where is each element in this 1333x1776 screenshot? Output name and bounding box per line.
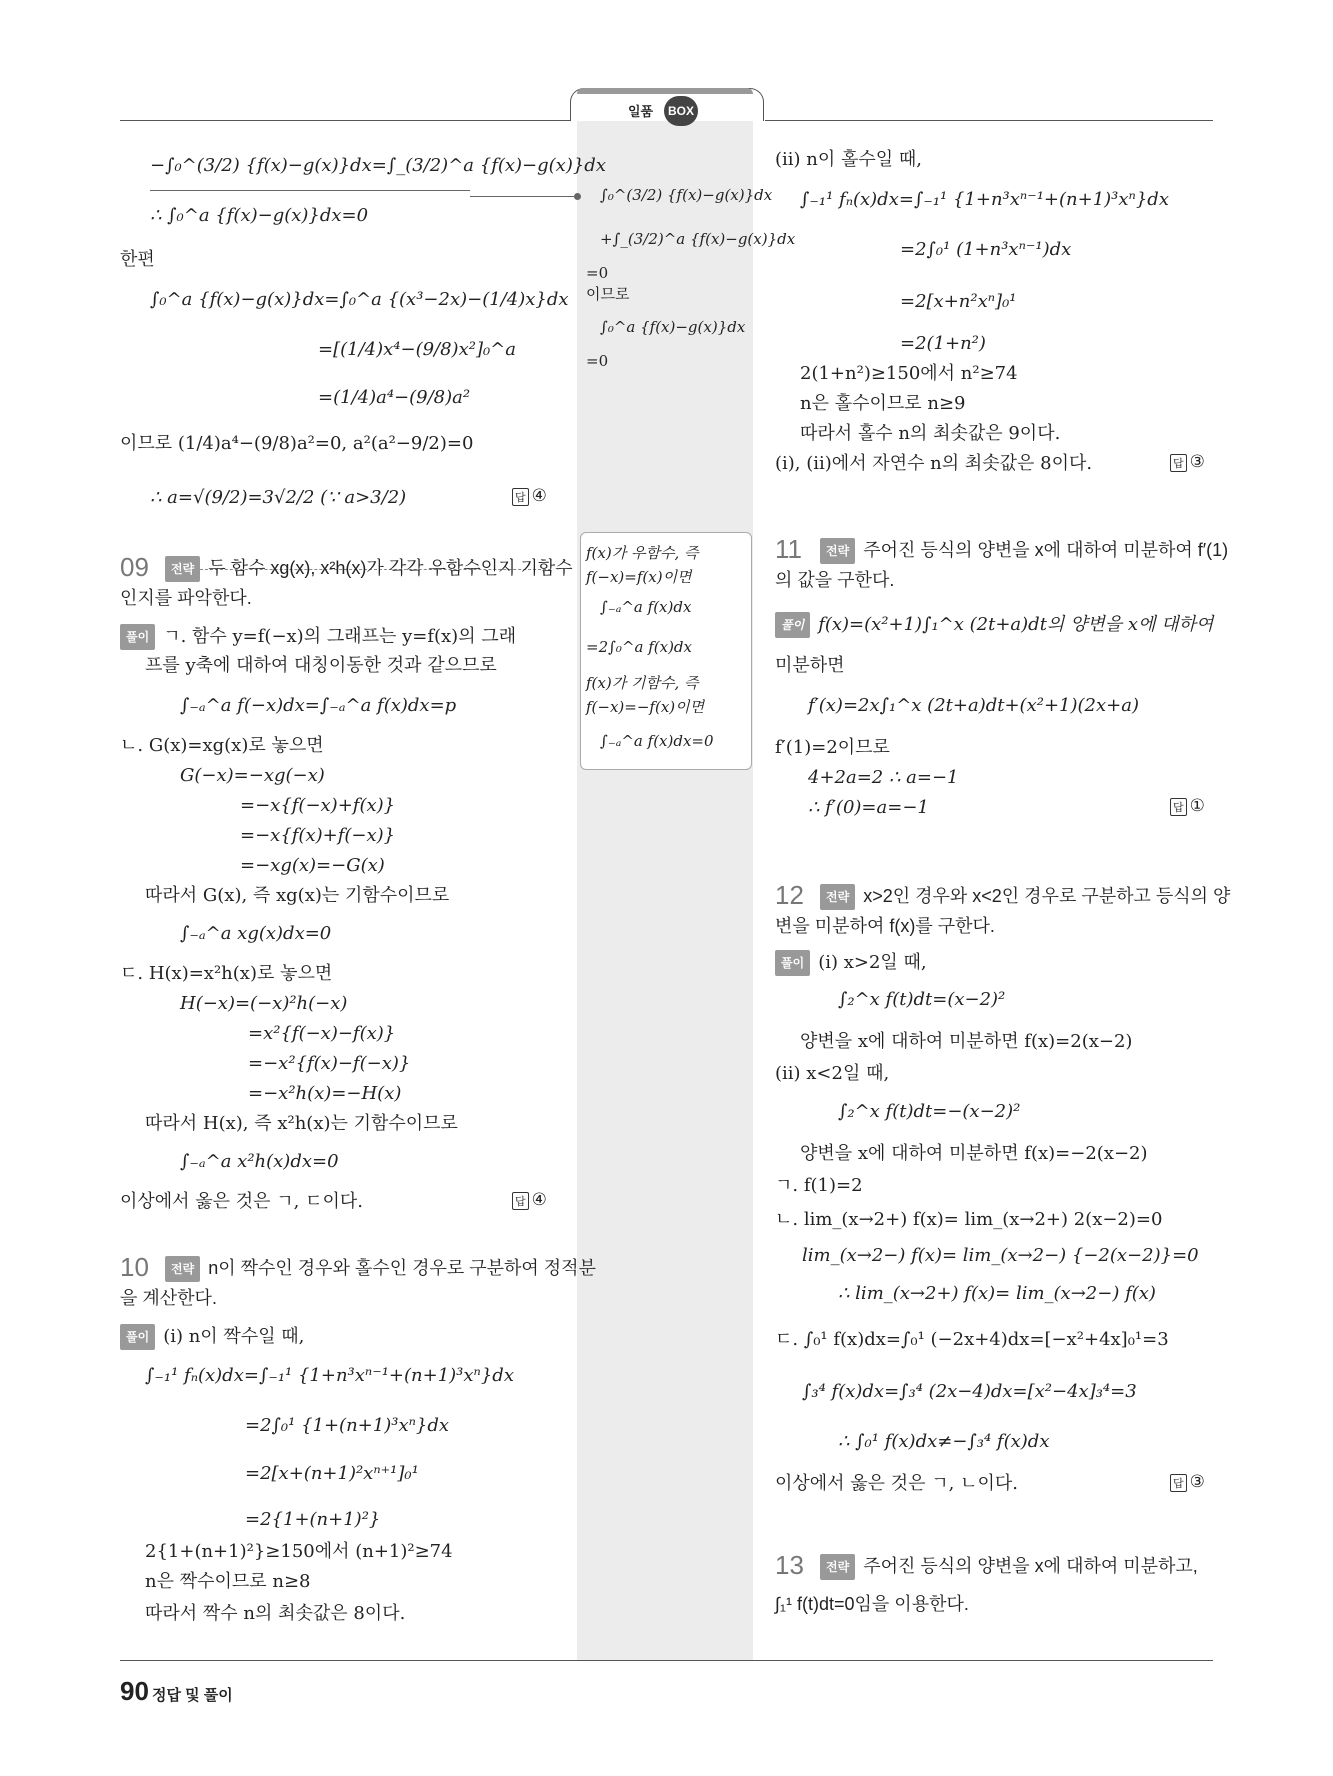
q10b-line-1: (ⅱ) n이 홀수일 때,	[775, 149, 922, 170]
footer-title: 정답 및 풀이	[152, 1687, 233, 1704]
header-tab-label: 일품	[628, 104, 654, 119]
strategy-tag: 전략	[165, 1256, 200, 1282]
q12-line-13: ∴ ∫₀¹ f(x)dx≠−∫₃⁴ f(x)dx	[838, 1431, 1050, 1452]
q09-line-15: =−x²h(x)=−H(x)	[248, 1083, 402, 1104]
q10b-line-9: (ⅰ), (ⅱ)에서 자연수 n의 최솟값은 8이다.	[775, 453, 1093, 474]
left-top-line-2: ∴ ∫₀^a {f(x)−g(x)}dx=0	[150, 205, 369, 226]
strategy-tag: 전략	[820, 884, 855, 910]
q10b-line-2: ∫₋₁¹ fₙ(x)dx=∫₋₁¹ {1+n³xⁿ⁻¹+(n+1)³xⁿ}dx	[800, 189, 1169, 210]
q11-line-5: 4+2a=2 ∴ a=−1	[808, 767, 959, 788]
q12-line-2: ∫₂^x f(t)dt=(x−2)²	[838, 989, 1006, 1010]
side-box-line-6: f(−x)=−f(x)이면	[586, 698, 705, 716]
left-top-line-4: ∫₀^a {f(x)−g(x)}dx=∫₀^a {(x³−2x)−(1/4)x}dx	[150, 289, 569, 310]
q10b-line-7: n은 홀수이므로 n≥9	[800, 393, 966, 414]
header-rule-left	[120, 120, 570, 121]
q11-line-3: f′(x)=2x∫₁^x (2t+a)dt+(x²+1)(2x+a)	[808, 695, 1139, 716]
q09-line-17: ∫₋ₐ^a x²h(x)dx=0	[180, 1151, 339, 1172]
q09-strategy-2: 인지를 파악한다.	[120, 588, 252, 608]
q12-line-5: ∫₂^x f(t)dt=−(x−2)²	[838, 1101, 1021, 1122]
note-connector-dot	[574, 193, 581, 200]
q10-line-3: =2∫₀¹ {1+(n+1)³xⁿ}dx	[245, 1415, 450, 1436]
q09-line-4: ㄴ. G(x)=xg(x)로 놓으면	[120, 735, 324, 756]
q12-line-12: ∫₃⁴ f(x)dx=∫₃⁴ (2x−4)dx=[x²−4x]₃⁴=3	[802, 1381, 1137, 1402]
answer-mark: 답	[512, 488, 529, 506]
left-top-line-6: =(1/4)a⁴−(9/8)a²	[318, 387, 471, 408]
solution-tag: 풀이	[775, 612, 810, 638]
left-top-line-8: ∴ a=√(9/2)=3√2/2 (∵ a>3/2)	[150, 487, 407, 508]
side-box-line-4: =2∫₀^a f(x)dx	[586, 638, 692, 656]
q10b-line-8: 따라서 홀수 n의 최솟값은 9이다.	[800, 423, 1061, 444]
mid-note-line-5: ∫₀^a {f(x)−g(x)}dx	[600, 318, 746, 336]
q09-strategy: 전략 두 함수 xg(x), x²h(x)가 각각 우함수인지 기함수	[165, 556, 573, 582]
q12-line-8: ㄴ. lim_(x→2+) f(x)= lim_(x→2+) 2(x−2)=0	[775, 1209, 1163, 1230]
mid-note-line-1: ∫₀^(3/2) {f(x)−g(x)}dx	[600, 186, 773, 204]
q09-line-16: 따라서 H(x), 즉 x²h(x)는 기함수이므로	[145, 1113, 458, 1134]
q10-line-7: n은 짝수이므로 n≥8	[145, 1571, 311, 1592]
mid-note-line-2: +∫_(3/2)^a {f(x)−g(x)}dx	[600, 230, 796, 248]
left-top-line-7: 이므로 (1/4)a⁴−(9/8)a²=0, a²(a²−9/2)=0	[120, 433, 474, 454]
q09-line-13: =x²{f(−x)−f(x)}	[248, 1023, 396, 1044]
q12-strategy-2: 변을 미분하여 f(x)를 구한다.	[775, 916, 995, 936]
q12-number: 12	[775, 880, 804, 910]
solution-tag: 풀이	[120, 1324, 155, 1350]
side-box-line-2: f(−x)=f(x)이면	[586, 568, 692, 586]
q11-number: 11	[775, 534, 802, 564]
q10-answer: 답 ③	[1170, 452, 1205, 472]
q12-answer: 답 ③	[1170, 1472, 1205, 1492]
q11-line-2: 미분하면	[775, 655, 845, 676]
page-number: 90	[120, 1676, 149, 1706]
q09-line-9: 따라서 G(x), 즉 xg(x)는 기함수이므로	[145, 885, 450, 906]
side-box-line-7: ∫₋ₐ^a f(x)dx=0	[600, 732, 714, 750]
solution-tag: 풀이	[775, 950, 810, 976]
q09-number: 09	[120, 552, 149, 582]
q09-line-10: ∫₋ₐ^a xg(x)dx=0	[180, 923, 332, 944]
q10-line-2: ∫₋₁¹ fₙ(x)dx=∫₋₁¹ {1+n³xⁿ⁻¹+(n+1)³xⁿ}dx	[145, 1365, 514, 1386]
q10-line-4: =2[x+(n+1)²xⁿ⁺¹]₀¹	[245, 1463, 419, 1484]
note-connector	[470, 196, 578, 197]
q12-line-14: 이상에서 옳은 것은 ㄱ, ㄴ이다.	[775, 1473, 1018, 1494]
header-rule-right	[765, 120, 1213, 121]
left-top-line-1: −∫₀^(3/2) {f(x)−g(x)}dx=∫_(3/2)^a {f(x)−g(x)}dx	[150, 155, 606, 176]
footer-rule	[120, 1660, 1213, 1661]
q12-line-1: 풀이 (ⅰ) x>2일 때,	[775, 950, 927, 976]
q09-line-14: =−x²{f(x)−f(−x)}	[248, 1053, 411, 1074]
q12-line-7: ㄱ. f(1)=2	[775, 1175, 863, 1196]
q13-strategy: 전략 주어진 등식의 양변을 x에 대하여 미분하고,	[820, 1554, 1198, 1580]
q12-line-9: lim_(x→2−) f(x)= lim_(x→2−) {−2(x−2)}=0	[802, 1245, 1199, 1266]
q09-answer: 답 ④	[512, 1190, 547, 1210]
q10-line-5: =2{1+(n+1)²}	[245, 1509, 381, 1530]
header-tab-top	[577, 88, 753, 94]
q12-strategy: 전략 x>2인 경우와 x<2인 경우로 구분하고 등식의 양	[820, 884, 1230, 910]
side-box-line-3: ∫₋ₐ^a f(x)dx	[600, 598, 692, 616]
left-top-answer: 답 ④	[512, 486, 547, 506]
q11-strategy: 전략 주어진 등식의 양변을 x에 대하여 미분하여 f′(1)	[820, 538, 1228, 564]
q09-line-2: 프를 y축에 대하여 대칭이동한 것과 같으므로	[145, 655, 497, 676]
answer-mark: 답	[1170, 1474, 1187, 1492]
left-top-line-5: =[(1/4)x⁴−(9/8)x²]₀^a	[318, 339, 516, 360]
answer-mark: 답	[512, 1192, 529, 1210]
solution-tag: 풀이	[120, 624, 155, 650]
q13-strategy-2: ∫₁¹ f(t)dt=0임을 이용한다.	[775, 1594, 969, 1614]
q11-line-6: ∴ f′(0)=a=−1	[808, 797, 929, 818]
q12-line-4: (ⅱ) x<2일 때,	[775, 1063, 890, 1084]
q09-line-3: ∫₋ₐ^a f(−x)dx=∫₋ₐ^a f(x)dx=p	[180, 695, 457, 716]
left-top-line-3: 한편	[120, 249, 155, 270]
q11-answer: 답 ①	[1170, 796, 1205, 816]
q09-line-5: G(−x)=−xg(−x)	[180, 765, 325, 786]
q13-number: 13	[775, 1550, 804, 1580]
q09-line-7: =−x{f(x)+f(−x)}	[240, 825, 396, 846]
q12-line-6: 양변을 x에 대하여 미분하면 f(x)=−2(x−2)	[800, 1143, 1148, 1164]
q09-line-18: 이상에서 옳은 것은 ㄱ, ㄷ이다.	[120, 1191, 363, 1212]
q10-line-6: 2{1+(n+1)²}≥150에서 (n+1)²≥74	[145, 1541, 453, 1562]
q11-strategy-2: 의 값을 구한다.	[775, 570, 895, 590]
mid-note-line-4: 이므로	[586, 286, 630, 303]
answer-mark: 답	[1170, 798, 1187, 816]
q12-line-10: ∴ lim_(x→2+) f(x)= lim_(x→2−) f(x)	[838, 1283, 1156, 1304]
q10b-line-4: =2[x+n²xⁿ]₀¹	[900, 291, 1017, 312]
q09-line-1: 풀이 ㄱ. 함수 y=f(−x)의 그래프는 y=f(x)의 그래	[120, 624, 516, 650]
q12-line-3: 양변을 x에 대하여 미분하면 f(x)=2(x−2)	[800, 1031, 1133, 1052]
q10-number: 10	[120, 1252, 149, 1282]
mid-note-line-6: =0	[586, 352, 609, 370]
q10b-line-5: =2(1+n²)	[900, 333, 986, 354]
q10-strategy-2: 을 계산한다.	[120, 1288, 217, 1308]
side-box-line-5: f(x)가 기함수, 즉	[586, 674, 699, 692]
q11-line-4: f′(1)=2이므로	[775, 737, 890, 758]
q10b-line-3: =2∫₀¹ (1+n³xⁿ⁻¹)dx	[900, 239, 1072, 260]
q09-line-8: =−xg(x)=−G(x)	[240, 855, 385, 876]
q10b-line-6: 2(1+n²)≥150에서 n²≥74	[800, 363, 1018, 384]
strategy-tag: 전략	[165, 556, 200, 582]
strategy-tag: 전략	[820, 1554, 855, 1580]
q10-line-1: 풀이 (ⅰ) n이 짝수일 때,	[120, 1324, 304, 1350]
side-box-line-1: f(x)가 우함수, 즉	[586, 544, 699, 562]
box-badge: BOX	[664, 96, 698, 126]
q09-line-6: =−x{f(−x)+f(x)}	[240, 795, 396, 816]
strategy-tag: 전략	[820, 538, 855, 564]
q11-line-1: 풀이 f(x)=(x²+1)∫₁^x (2t+a)dt의 양변을 x에 대하여	[775, 612, 1213, 638]
q10-strategy: 전략 n이 짝수인 경우와 홀수인 경우로 구분하여 정적분	[165, 1256, 596, 1282]
left-top-rule	[150, 190, 470, 191]
q12-line-11: ㄷ. ∫₀¹ f(x)dx=∫₀¹ (−2x+4)dx=[−x²+4x]₀¹=3	[775, 1329, 1169, 1350]
q09-line-12: H(−x)=(−x)²h(−x)	[180, 993, 348, 1014]
mid-note-line-3: =0	[586, 264, 609, 282]
q09-line-11: ㄷ. H(x)=x²h(x)로 놓으면	[120, 963, 333, 984]
q10-line-8: 따라서 짝수 n의 최솟값은 8이다.	[145, 1603, 406, 1624]
answer-mark: 답	[1170, 454, 1187, 472]
